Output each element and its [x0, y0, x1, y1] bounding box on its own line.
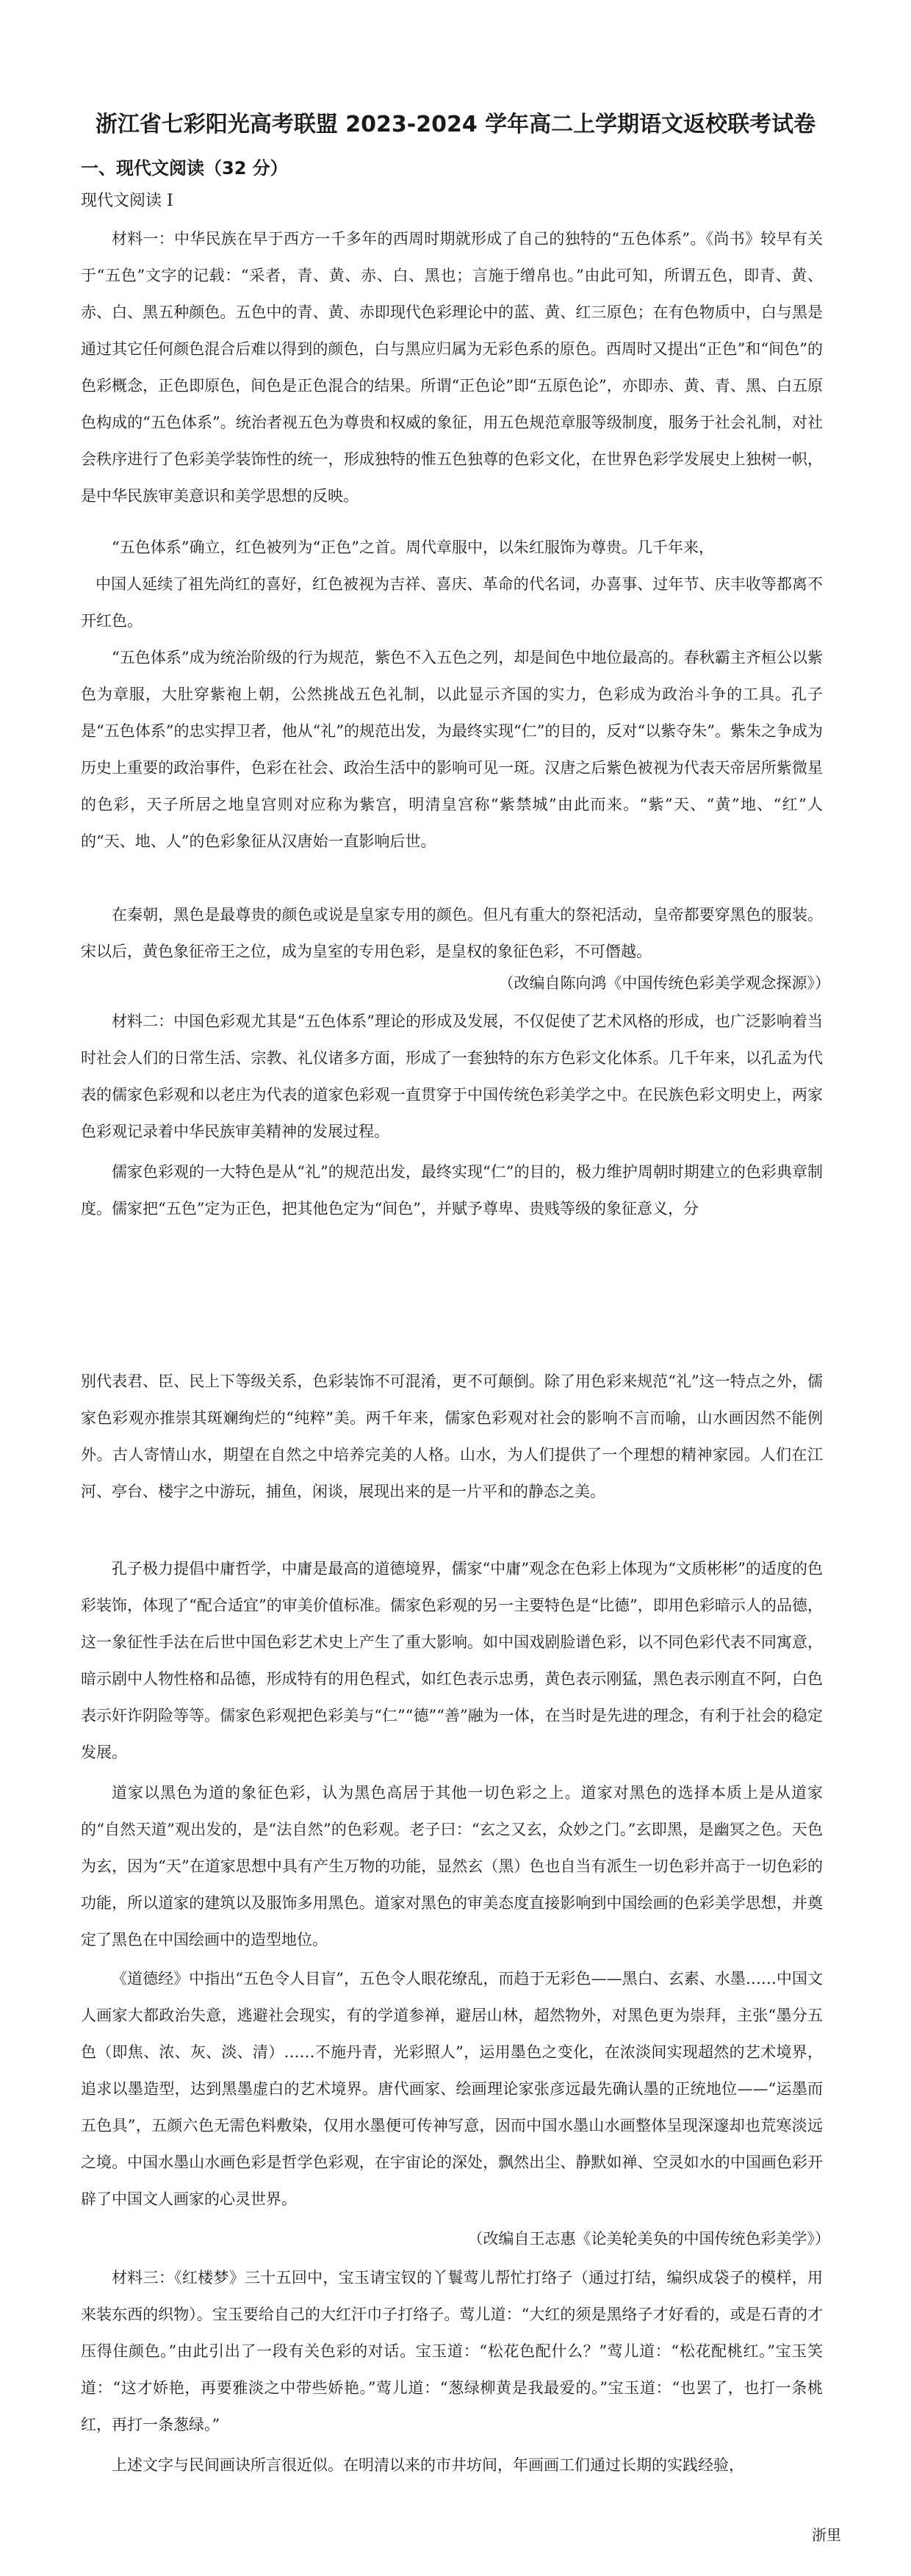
material-2-paragraph-1: 材料二：中国色彩观尤其是“五色体系”理论的形成及发展，不仅促使了艺术风格的形成，也广泛影响着当时社会人们的日常生活、宗教、礼仪诸多方面，形成了一套独特的东方色彩文化体系。几千年来，以孔孟为代表的儒家色彩观和以老庄为代表的道家色彩观一直贯穿于中国传统色彩美学之中。在民族色彩文明史上，两家色彩观记录着中华民族审美精神的发展过程。: [81, 1012, 823, 1140]
page-footer-mark: 浙里: [812, 2526, 841, 2544]
material-2-paragraph-2-cont: 别代表君、臣、民上下等级关系，色彩装饰不可混淆，更不可颠倒。除了用色彩来规范“礼”这一特点之外，儒家色彩观亦推崇其斑斓绚烂的“纯粹”美。两千年来，儒家色彩观对社会的影响不言而喻，山水画因然不能例外。古人寄情山水，期望在自然之中培养完美的人格。山水，为人们提供了一个理想的精神家园。人们在江河、亭台、楼宇之中游玩，捕鱼，闲谈，展现出来的是一片平和的静态之美。: [81, 1372, 823, 1500]
material-3-paragraph-1: 材料三：《红楼梦》三十五回中，宝玉请宝钗的丫鬟莺儿帮忙打络子（通过打结，编织成袋子的模样，用来装东西的织物）。宝玉要给自己的大红汗巾子打络子。莺儿道：“大红的须是黑络子才好看的，或是石青的才压得住颜色。”由此引出了一段有关色彩的对话。宝玉道：“松花色配什么？”莺儿道：“松花配桃红。”宝玉笑道：“这才娇艳，再要雅淡之中带些娇艳。”莺儿道：“葱绿柳黄是我最爱的。”宝玉道：“也罢了，也打一条桃红，再打一条葱绿。”: [81, 2269, 823, 2433]
subsection-heading: 现代文阅读 I: [81, 192, 173, 210]
material-2-paragraph-2: 儒家色彩观的一大特色是从“礼”的规范出发，最终实现“仁”的目的，极力维护周朝时期建立的色彩典章制度。儒家把“五色”定为正色，把其他色定为“间色”，并赋予尊卑、贵贱等级的象征意义，分: [81, 1163, 823, 1217]
material-2-paragraph-3: 孔子极力提倡中庸哲学，中庸是最高的道德境界，儒家“中庸”观念在色彩上体现为“文质彬彬”的适度的色彩装饰，体现了“配合适宜”的审美价值标准。儒家色彩观的另一主要特色是“比德”，即用色彩暗示人的品德，这一象征性手法在后世中国色彩艺术史上产生了重大影响。如中国戏剧脸谱色彩，以不同色彩代表不同寓意，暗示剧中人物性格和品德，形成特有的用色程式，如红色表示忠勇，黄色表示刚猛，黑色表示刚直不阿，白色表示奸诈阴险等等。儒家色彩观把色彩美与“仁”“德”“善”融为一体，在当时是先进的理念，有利于社会的稳定发展。: [81, 1560, 823, 1761]
source-citation-2: （改编自王志惠《论美轮美奂的中国传统色彩美学》）: [467, 2230, 830, 2248]
material-1-paragraph-4: 在秦朝，黑色是最尊贵的颜色或说是皇家专用的颜色。但凡有重大的祭祀活动，皇帝都要穿黑色的服装。宋以后，黄色象征帝王之位，成为皇室的专用色彩，是皇权的象征色彩，不可僭越。: [81, 906, 823, 960]
section-heading: 一、现代文阅读（32 分）: [81, 158, 288, 179]
material-3-paragraph-2: 上述文字与民间画诀所言很近似。在明清以来的市井坊间，年画画工们通过长期的实践经验，: [112, 2456, 744, 2474]
material-1-paragraph-1: 材料一：中华民族在早于西方一千多年的西周时期就形成了自己的独特的“五色体系”。《尚书》较早有关于“五色”文字的记载：“采者，青、黄、赤、白、黑也；言施于缯帛也。”由此可知，所谓五色，即青、黄、赤、白、黑五种颜色。五色中的青、黄、赤即现代色彩理论中的蓝、黄、红三原色；在有色物质中，白与黑是通过其它任何颜色混合后难以得到的颜色，白与黑应归属为无彩色系的原色。西周时又提出“正色”和“间色”的色彩概念，正色即原色，间色是正色混合的结果。所谓“正色论”即“五原色论”，亦即赤、黄、青、黑、白五原色构成的“五色体系”。统治者视五色为尊贵和权威的象征，用五色规范章服等级制度，服务于社会礼制，对社会秩序进行了色彩美学装饰性的统一，形成独特的惟五色独尊的色彩文化，在世界色彩学发展史上独树一帜，是中华民族审美意识和美学思想的反映。: [81, 230, 823, 505]
material-2-paragraph-4: 道家以黑色为道的象征色彩，认为黑色高居于其他一切色彩之上。道家对黑色的选择本质上是从道家的“自然天道”观出发的，是“法自然”的色彩观。老子曰：“玄之又玄，众妙之门。”玄即黑，是幽冥之色。天色为玄，因为“天”在道家思想中具有产生万物的功能，显然玄（黑）色也自当有派生一切色彩并高于一切色彩的功能，所以道家的建筑以及服饰多用黑色。道家对黑色的审美态度直接影响到中国绘画的色彩美学思想，并奠定了黑色在中国绘画中的造型地位。: [81, 1784, 823, 1949]
material-1-paragraph-2a: “五色体系”确立，红色被列为“正色”之首。周代章服中，以朱红服饰为尊贵。几千年来，: [112, 539, 714, 556]
material-2-paragraph-5: 《道德经》中指出“五色令人目盲”，五色令人眼花缭乱，而趋于无彩色——黑白、玄素、水墨……中国文人画家大都政治失意，逃避社会现实，有的学道参禅，避居山林，超然物外，对黑色更为崇拜，主张“墨分五色（即焦、浓、灰、淡、清）……不施丹青，光彩照人”，运用墨色之变化，在浓淡间实现超然的艺术境界，追求以墨造型，达到黑墨虚白的艺术境界。唐代画家、绘画理论家张彦远最先确认墨的正统地位——“运墨而五色具”，五颜六色无需色料敷染，仅用水墨便可传神写意，因而中国水墨山水画整体呈现深邃却也荒寒淡远之境。中国水墨山水画色彩是哲学色彩观，在宇宙论的深处，飘然出尘、静默如禅、空灵如水的中国画色彩开辟了中国文人画家的心灵世界。: [81, 1970, 823, 2208]
material-1-paragraph-3: “五色体系”成为统治阶级的行为规范，紫色不入五色之列，却是间色中地位最高的。春秋霸主齐桓公以紫色为章服，大肚穿紫袍上朝，公然挑战五色礼制，以此显示齐国的实力，色彩成为政治斗争的工具。孔子是“五色体系”的忠实捍卫者，他从“礼”的规范出发，为最终实现“仁”的目的，反对“以紫夺朱”。紫朱之争成为历史上重要的政治事件，色彩在社会、政治生活中的影响可见一斑。汉唐之后紫色被视为代表天帝居所紫微星的色彩，天子所居之地皇宫则对应称为紫宫，明清皇宫称“紫禁城”由此而来。“紫”天、“黄”地、“红”人的“天、地、人”的色彩象征从汉唐始一直影响后世。: [81, 649, 823, 850]
material-1-paragraph-2b: 中国人延续了祖先尚红的喜好，红色被视为吉祥、喜庆、革命的代名词，办喜事、过年节、庆丰收等都离不开红色。: [81, 575, 823, 630]
source-citation-1: （改编自陈向鸿《中国传统色彩美学观念探源》）: [498, 974, 830, 992]
page-title: 浙江省七彩阳光高考联盟 2023-2024 学年高二上学期语文返校联考试卷: [95, 112, 816, 137]
